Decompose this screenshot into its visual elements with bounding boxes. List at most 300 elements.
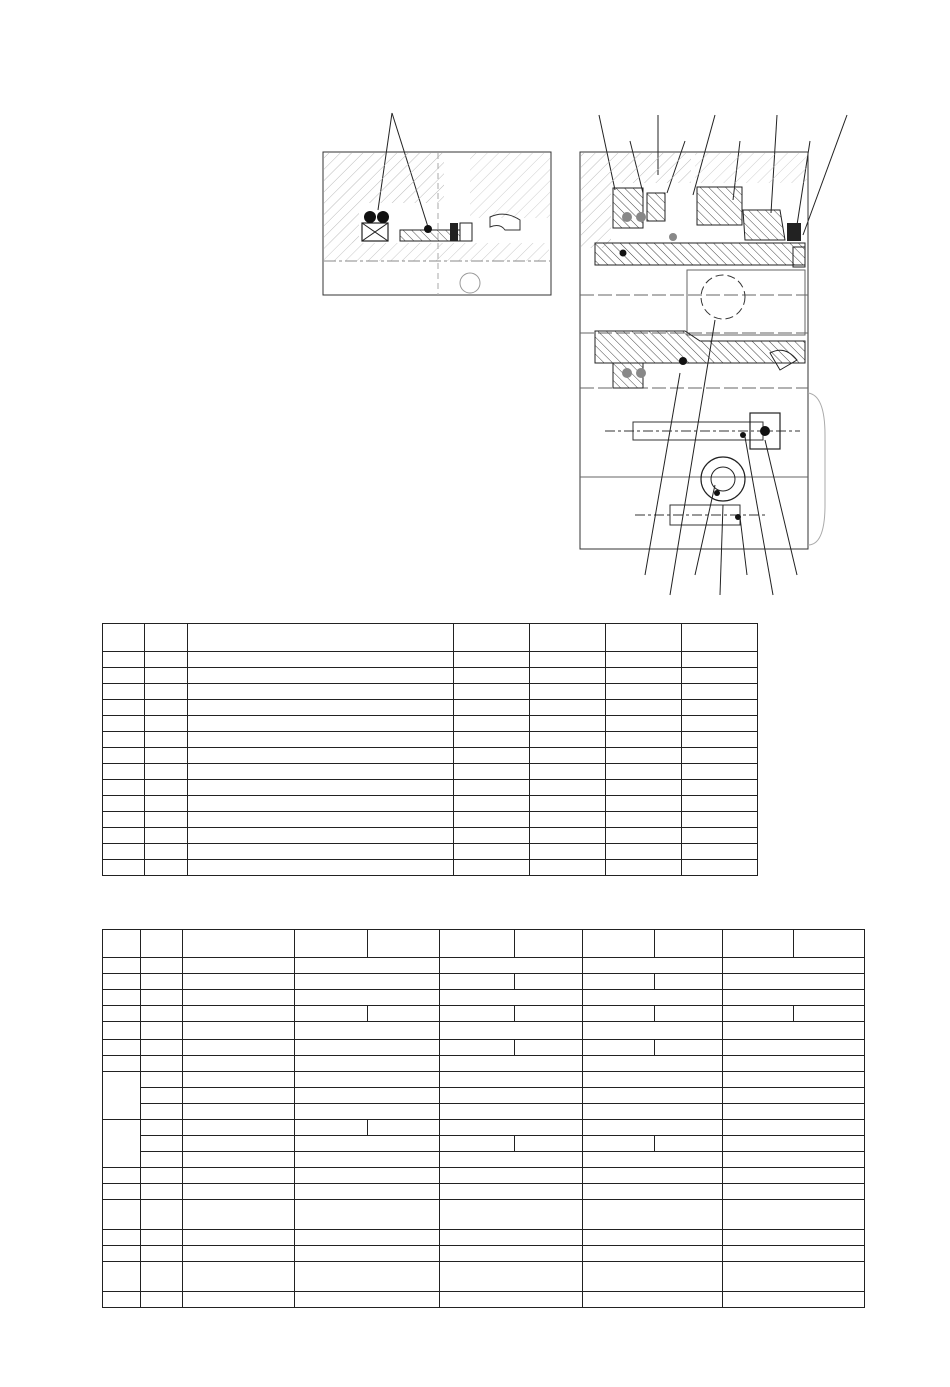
table-cell (454, 668, 530, 684)
table-cell (188, 732, 454, 748)
table-cell (583, 1230, 723, 1246)
table-row (103, 1184, 865, 1200)
table-cell (583, 1022, 723, 1040)
large-seal-assembly-drawing (575, 105, 855, 605)
table-cell (583, 1006, 655, 1022)
table-cell (440, 990, 583, 1006)
table-row (103, 1246, 865, 1262)
table-cell (454, 716, 530, 732)
table-cell (183, 1168, 295, 1184)
table-cell (723, 974, 865, 990)
table-cell (723, 930, 794, 958)
table-cell (188, 624, 454, 652)
table-row (103, 812, 758, 828)
table-cell (655, 930, 723, 958)
table-cell (583, 1040, 655, 1056)
table-cell (682, 860, 758, 876)
table-cell (440, 1200, 583, 1230)
table-cell (103, 1200, 141, 1230)
table-cell (682, 748, 758, 764)
table-cell (183, 1022, 295, 1040)
table-cell (368, 1006, 440, 1022)
table-cell (188, 860, 454, 876)
table-cell (723, 958, 865, 974)
table-cell (583, 1262, 723, 1292)
table-cell (723, 1104, 865, 1120)
table-cell (103, 1230, 141, 1246)
table-cell (141, 1200, 183, 1230)
table-row (103, 796, 758, 812)
table-cell (141, 1246, 183, 1262)
table-cell (141, 1072, 183, 1088)
table-row (103, 780, 758, 796)
table-cell (141, 1136, 183, 1152)
table-cell (141, 1184, 183, 1200)
table-cell (606, 748, 682, 764)
table-cell (606, 684, 682, 700)
table-cell (440, 1006, 515, 1022)
table-cell (606, 780, 682, 796)
table-row (103, 1040, 865, 1056)
table-cell (145, 652, 188, 668)
table-cell (454, 812, 530, 828)
table-cell (141, 1262, 183, 1292)
table-cell (606, 668, 682, 684)
table-row (103, 716, 758, 732)
table-cell (183, 990, 295, 1006)
table-cell (454, 700, 530, 716)
table-cell (295, 1152, 440, 1168)
table-cell (103, 1292, 141, 1308)
table-cell (655, 1006, 723, 1022)
table-cell (183, 974, 295, 990)
table-cell (183, 930, 295, 958)
table-cell (141, 1040, 183, 1056)
table-cell (103, 1120, 141, 1168)
table-cell (583, 1168, 723, 1184)
table-cell (295, 1136, 440, 1152)
table-cell (606, 764, 682, 780)
table-cell (103, 684, 145, 700)
table-cell (606, 624, 682, 652)
table-cell (454, 828, 530, 844)
table-cell (188, 796, 454, 812)
table-cell (145, 860, 188, 876)
table-cell (295, 1120, 368, 1136)
table-cell (141, 1168, 183, 1184)
table-cell (440, 1246, 583, 1262)
table-row (103, 958, 865, 974)
table-cell (723, 1230, 865, 1246)
table-cell (530, 748, 606, 764)
table-cell (103, 700, 145, 716)
table-cell (606, 844, 682, 860)
table-cell (295, 1072, 440, 1088)
table-cell (454, 796, 530, 812)
table-cell (103, 930, 141, 958)
table-cell (530, 732, 606, 748)
table-header-row (103, 624, 758, 652)
table-cell (103, 1022, 141, 1040)
table-cell (454, 732, 530, 748)
table-cell (530, 624, 606, 652)
table-row (103, 1072, 865, 1088)
table-cell (682, 624, 758, 652)
table-cell (188, 812, 454, 828)
table-cell (188, 700, 454, 716)
table-cell (295, 1022, 440, 1040)
table-cell (141, 1292, 183, 1308)
table-row (103, 732, 758, 748)
table-row (103, 990, 865, 1006)
table-cell (723, 1072, 865, 1088)
table-row (103, 748, 758, 764)
table-cell (723, 1136, 865, 1152)
table-cell (530, 652, 606, 668)
table-cell (103, 624, 145, 652)
table-cell (141, 974, 183, 990)
table-cell (723, 1006, 794, 1022)
table-cell (141, 1022, 183, 1040)
table-cell (454, 860, 530, 876)
table-row (103, 828, 758, 844)
table-cell (141, 1088, 183, 1104)
table-cell (188, 716, 454, 732)
table-cell (368, 930, 440, 958)
table-cell (794, 1006, 865, 1022)
table-cell (723, 1246, 865, 1262)
table-cell (141, 1230, 183, 1246)
table-cell (440, 1230, 583, 1246)
table-cell (723, 1200, 865, 1230)
table-cell (515, 974, 583, 990)
table-cell (145, 812, 188, 828)
table-cell (606, 732, 682, 748)
table-cell (723, 1040, 865, 1056)
table-row (103, 652, 758, 668)
table-cell (723, 990, 865, 1006)
table-row (103, 860, 758, 876)
table-row (103, 1168, 865, 1184)
table-cell (723, 1120, 865, 1136)
table-cell (295, 1230, 440, 1246)
table-row (103, 1200, 865, 1230)
table-cell (145, 828, 188, 844)
table-cell (583, 1152, 723, 1168)
table-cell (141, 1120, 183, 1136)
table-cell (183, 1246, 295, 1262)
table-cell (682, 732, 758, 748)
table-cell (515, 1006, 583, 1022)
table-cell (682, 684, 758, 700)
table-cell (188, 764, 454, 780)
table-cell (440, 1152, 583, 1168)
table-cell (583, 930, 655, 958)
table-cell (141, 990, 183, 1006)
table-cell (141, 1006, 183, 1022)
seal-assembly-section-icon (575, 105, 855, 605)
parts-list-table (102, 623, 758, 876)
table-cell (183, 1230, 295, 1246)
table-cell (440, 1072, 583, 1088)
table-cell (103, 1072, 141, 1120)
table-cell (145, 700, 188, 716)
table-cell (183, 1184, 295, 1200)
table-cell (530, 828, 606, 844)
table-row (103, 1056, 865, 1072)
table-cell (454, 684, 530, 700)
table-cell (183, 1088, 295, 1104)
table-row (103, 1006, 865, 1022)
table-row (103, 974, 865, 990)
table-cell (515, 1040, 583, 1056)
table-cell (583, 1088, 723, 1104)
table-cell (583, 1104, 723, 1120)
table-cell (103, 974, 141, 990)
table-cell (583, 990, 723, 1006)
table-cell (530, 700, 606, 716)
table-cell (454, 652, 530, 668)
table-cell (295, 1246, 440, 1262)
table-row (103, 1104, 865, 1120)
table-cell (295, 930, 368, 958)
table-cell (454, 844, 530, 860)
table-cell (530, 668, 606, 684)
table-cell (583, 1136, 655, 1152)
table-cell (183, 1006, 295, 1022)
small-seal-section-drawing (320, 105, 555, 300)
table-cell (515, 1136, 583, 1152)
table-cell (530, 844, 606, 860)
table-cell (145, 780, 188, 796)
table-cell (188, 668, 454, 684)
mechanical-seal-cross-section-icon (320, 105, 555, 300)
table-row (103, 1152, 865, 1168)
table-cell (682, 828, 758, 844)
table-cell (515, 930, 583, 958)
table-cell (183, 1200, 295, 1230)
table-cell (440, 1120, 583, 1136)
table-cell (606, 860, 682, 876)
table-cell (295, 1184, 440, 1200)
table-row (103, 1230, 865, 1246)
table-cell (103, 990, 141, 1006)
table-cell (440, 1104, 583, 1120)
table-cell (530, 780, 606, 796)
table-cell (723, 1088, 865, 1104)
table-cell (530, 684, 606, 700)
table-cell (141, 958, 183, 974)
table-cell (723, 1184, 865, 1200)
table-cell (454, 624, 530, 652)
table-cell (295, 974, 440, 990)
table-cell (440, 930, 515, 958)
table-cell (295, 1262, 440, 1292)
table-cell (103, 732, 145, 748)
table-cell (440, 1040, 515, 1056)
table-cell (655, 974, 723, 990)
table-cell (440, 1292, 583, 1308)
table-row (103, 1262, 865, 1292)
table-cell (103, 1006, 141, 1022)
table-row (103, 700, 758, 716)
table-row (103, 844, 758, 860)
table-cell (145, 796, 188, 812)
table-cell (295, 1040, 440, 1056)
table-cell (530, 812, 606, 828)
table-row (103, 1136, 865, 1152)
table-cell (682, 652, 758, 668)
table-cell (183, 1292, 295, 1308)
table-cell (145, 624, 188, 652)
seal-spec-table (102, 929, 865, 1308)
table-cell (103, 958, 141, 974)
table-cell (295, 1292, 440, 1308)
table-cell (188, 844, 454, 860)
table-cell (103, 1040, 141, 1056)
table-cell (606, 796, 682, 812)
table-cell (368, 1120, 440, 1136)
table-row (103, 684, 758, 700)
table-cell (655, 1040, 723, 1056)
table-cell (145, 748, 188, 764)
table-cell (583, 1056, 723, 1072)
table-cell (655, 1136, 723, 1152)
table-cell (723, 1262, 865, 1292)
table-cell (583, 1292, 723, 1308)
table-row (103, 1088, 865, 1104)
table-cell (794, 930, 865, 958)
table-cell (103, 844, 145, 860)
table-cell (682, 716, 758, 732)
table-cell (103, 828, 145, 844)
table-cell (188, 684, 454, 700)
table-row (103, 1022, 865, 1040)
table-cell (103, 764, 145, 780)
table-cell (295, 990, 440, 1006)
table-cell (141, 1056, 183, 1072)
table-cell (682, 668, 758, 684)
table-cell (103, 796, 145, 812)
table-cell (188, 652, 454, 668)
table-header-row (103, 930, 865, 958)
table-cell (141, 930, 183, 958)
table-cell (583, 1200, 723, 1230)
table-cell (530, 716, 606, 732)
table-cell (188, 748, 454, 764)
table-cell (295, 1006, 368, 1022)
table-row (103, 1292, 865, 1308)
table-cell (440, 1184, 583, 1200)
table-cell (440, 974, 515, 990)
table-cell (103, 748, 145, 764)
table-cell (723, 1168, 865, 1184)
table-cell (682, 700, 758, 716)
table-cell (103, 1262, 141, 1292)
table-row (103, 1120, 865, 1136)
table-cell (454, 764, 530, 780)
table-cell (440, 1022, 583, 1040)
table-cell (440, 1056, 583, 1072)
table-cell (583, 1120, 723, 1136)
table-cell (682, 780, 758, 796)
table-row (103, 668, 758, 684)
table-cell (103, 860, 145, 876)
table-cell (682, 764, 758, 780)
table-cell (606, 652, 682, 668)
table-cell (141, 1152, 183, 1168)
table-cell (145, 668, 188, 684)
table-cell (103, 1246, 141, 1262)
table-cell (606, 812, 682, 828)
table-cell (103, 652, 145, 668)
table-cell (440, 958, 583, 974)
table-cell (454, 780, 530, 796)
table-cell (145, 684, 188, 700)
table-cell (530, 796, 606, 812)
table-cell (583, 974, 655, 990)
table-cell (723, 1056, 865, 1072)
table-cell (183, 1040, 295, 1056)
table-cell (583, 1072, 723, 1088)
table-cell (606, 828, 682, 844)
table-cell (183, 1072, 295, 1088)
table-cell (454, 748, 530, 764)
table-cell (103, 716, 145, 732)
table-cell (188, 828, 454, 844)
table-cell (723, 1022, 865, 1040)
table-cell (103, 1056, 141, 1072)
table-cell (583, 1246, 723, 1262)
table-cell (583, 958, 723, 974)
table-cell (103, 812, 145, 828)
table-cell (295, 958, 440, 974)
table-cell (682, 796, 758, 812)
table-cell (530, 860, 606, 876)
table-cell (145, 764, 188, 780)
table-cell (103, 780, 145, 796)
table-cell (183, 1120, 295, 1136)
table-cell (295, 1088, 440, 1104)
table-cell (183, 958, 295, 974)
table-cell (183, 1136, 295, 1152)
table-cell (295, 1056, 440, 1072)
table-cell (145, 732, 188, 748)
table-cell (440, 1168, 583, 1184)
table-cell (583, 1184, 723, 1200)
table-cell (295, 1200, 440, 1230)
table-cell (145, 716, 188, 732)
table-cell (103, 1184, 141, 1200)
table-cell (440, 1136, 515, 1152)
table-cell (530, 764, 606, 780)
table-cell (682, 812, 758, 828)
table-cell (103, 668, 145, 684)
table-cell (295, 1168, 440, 1184)
table-row (103, 764, 758, 780)
table-cell (103, 1168, 141, 1184)
table-cell (183, 1262, 295, 1292)
table-cell (188, 780, 454, 796)
table-cell (606, 716, 682, 732)
table-cell (295, 1104, 440, 1120)
table-cell (183, 1152, 295, 1168)
table-cell (183, 1104, 295, 1120)
table-cell (723, 1292, 865, 1308)
table-cell (682, 844, 758, 860)
table-cell (723, 1152, 865, 1168)
table-cell (145, 844, 188, 860)
